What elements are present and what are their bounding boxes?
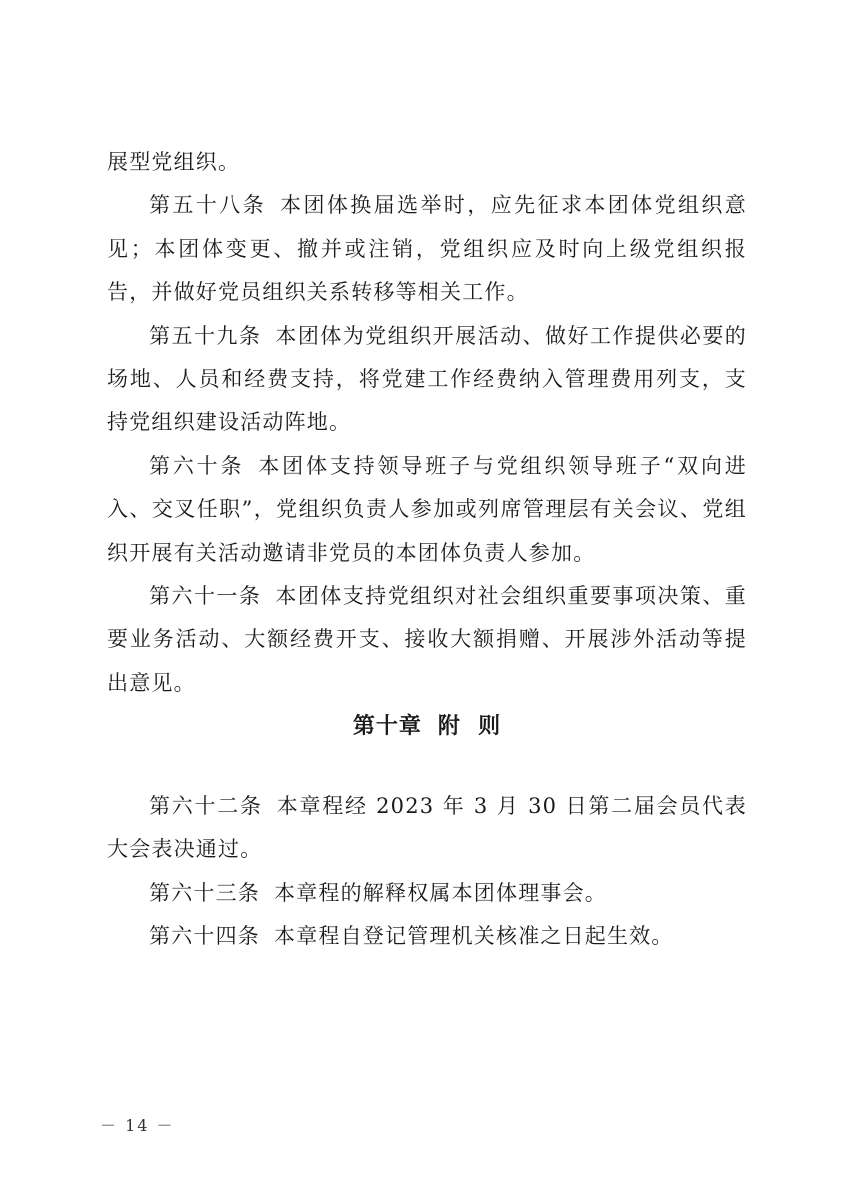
article-text: 本章程经 2023 年 3 月 30 日第二届会员代表大会表决通过。 — [107, 794, 747, 862]
body-text-top — [107, 141, 747, 705]
page-number: － 14 － — [100, 1116, 175, 1135]
article-text: 本团体支持领导班子与党组织领导班子“双向进入、交叉任职”，党组织负责人参加或列席管理层有关会议、党组织开展有关活动邀请非党员的本团体负责人参加。 — [107, 453, 747, 565]
article-58 — [107, 184, 747, 314]
article-label: 第六十条 — [149, 453, 245, 478]
article-label: 第五十八条 — [149, 193, 267, 218]
article-label: 第六十二条 — [149, 794, 263, 818]
article-63 — [107, 872, 747, 915]
article-text: 本章程自登记管理机关核准之日起生效。 — [274, 924, 674, 949]
article-label: 第六十一条 — [149, 584, 262, 609]
chapter-heading — [107, 704, 747, 748]
article-label: 第六十四条 — [149, 924, 260, 949]
paragraph-text: 展型党组织。 — [107, 150, 241, 174]
article-label: 第五十九条 — [149, 323, 262, 348]
body-text-bottom — [107, 785, 747, 959]
article-text: 本团体换届选举时，应先征求本团体党组织意见；本团体变更、撤并或注销，党组织应及时向上级党组织报告，并做好党员组织关系转移等相关工作。 — [107, 193, 748, 305]
article-text: 本章程的解释权属本团体理事会。 — [274, 880, 607, 905]
chapter-title-text: 附 则 — [437, 713, 502, 739]
article-64 — [107, 915, 747, 958]
article-text: 本团体为党组织开展活动、做好工作提供必要的场地、人员和经费支持，将党建工作经费纳入管理费用列支，支持党组织建设活动阵地。 — [107, 323, 747, 435]
paragraph-continuation — [107, 141, 747, 184]
article-59 — [107, 315, 747, 445]
article-61 — [107, 575, 747, 705]
article-62 — [107, 785, 747, 872]
article-text: 本团体支持党组织对社会组织重要事项决策、重要业务活动、大额经费开支、接收大额捐赠、开展涉外活动等提出意见。 — [107, 584, 747, 695]
article-60 — [107, 445, 747, 575]
chapter-number: 第十章 — [352, 713, 422, 739]
article-label: 第六十三条 — [149, 880, 260, 905]
